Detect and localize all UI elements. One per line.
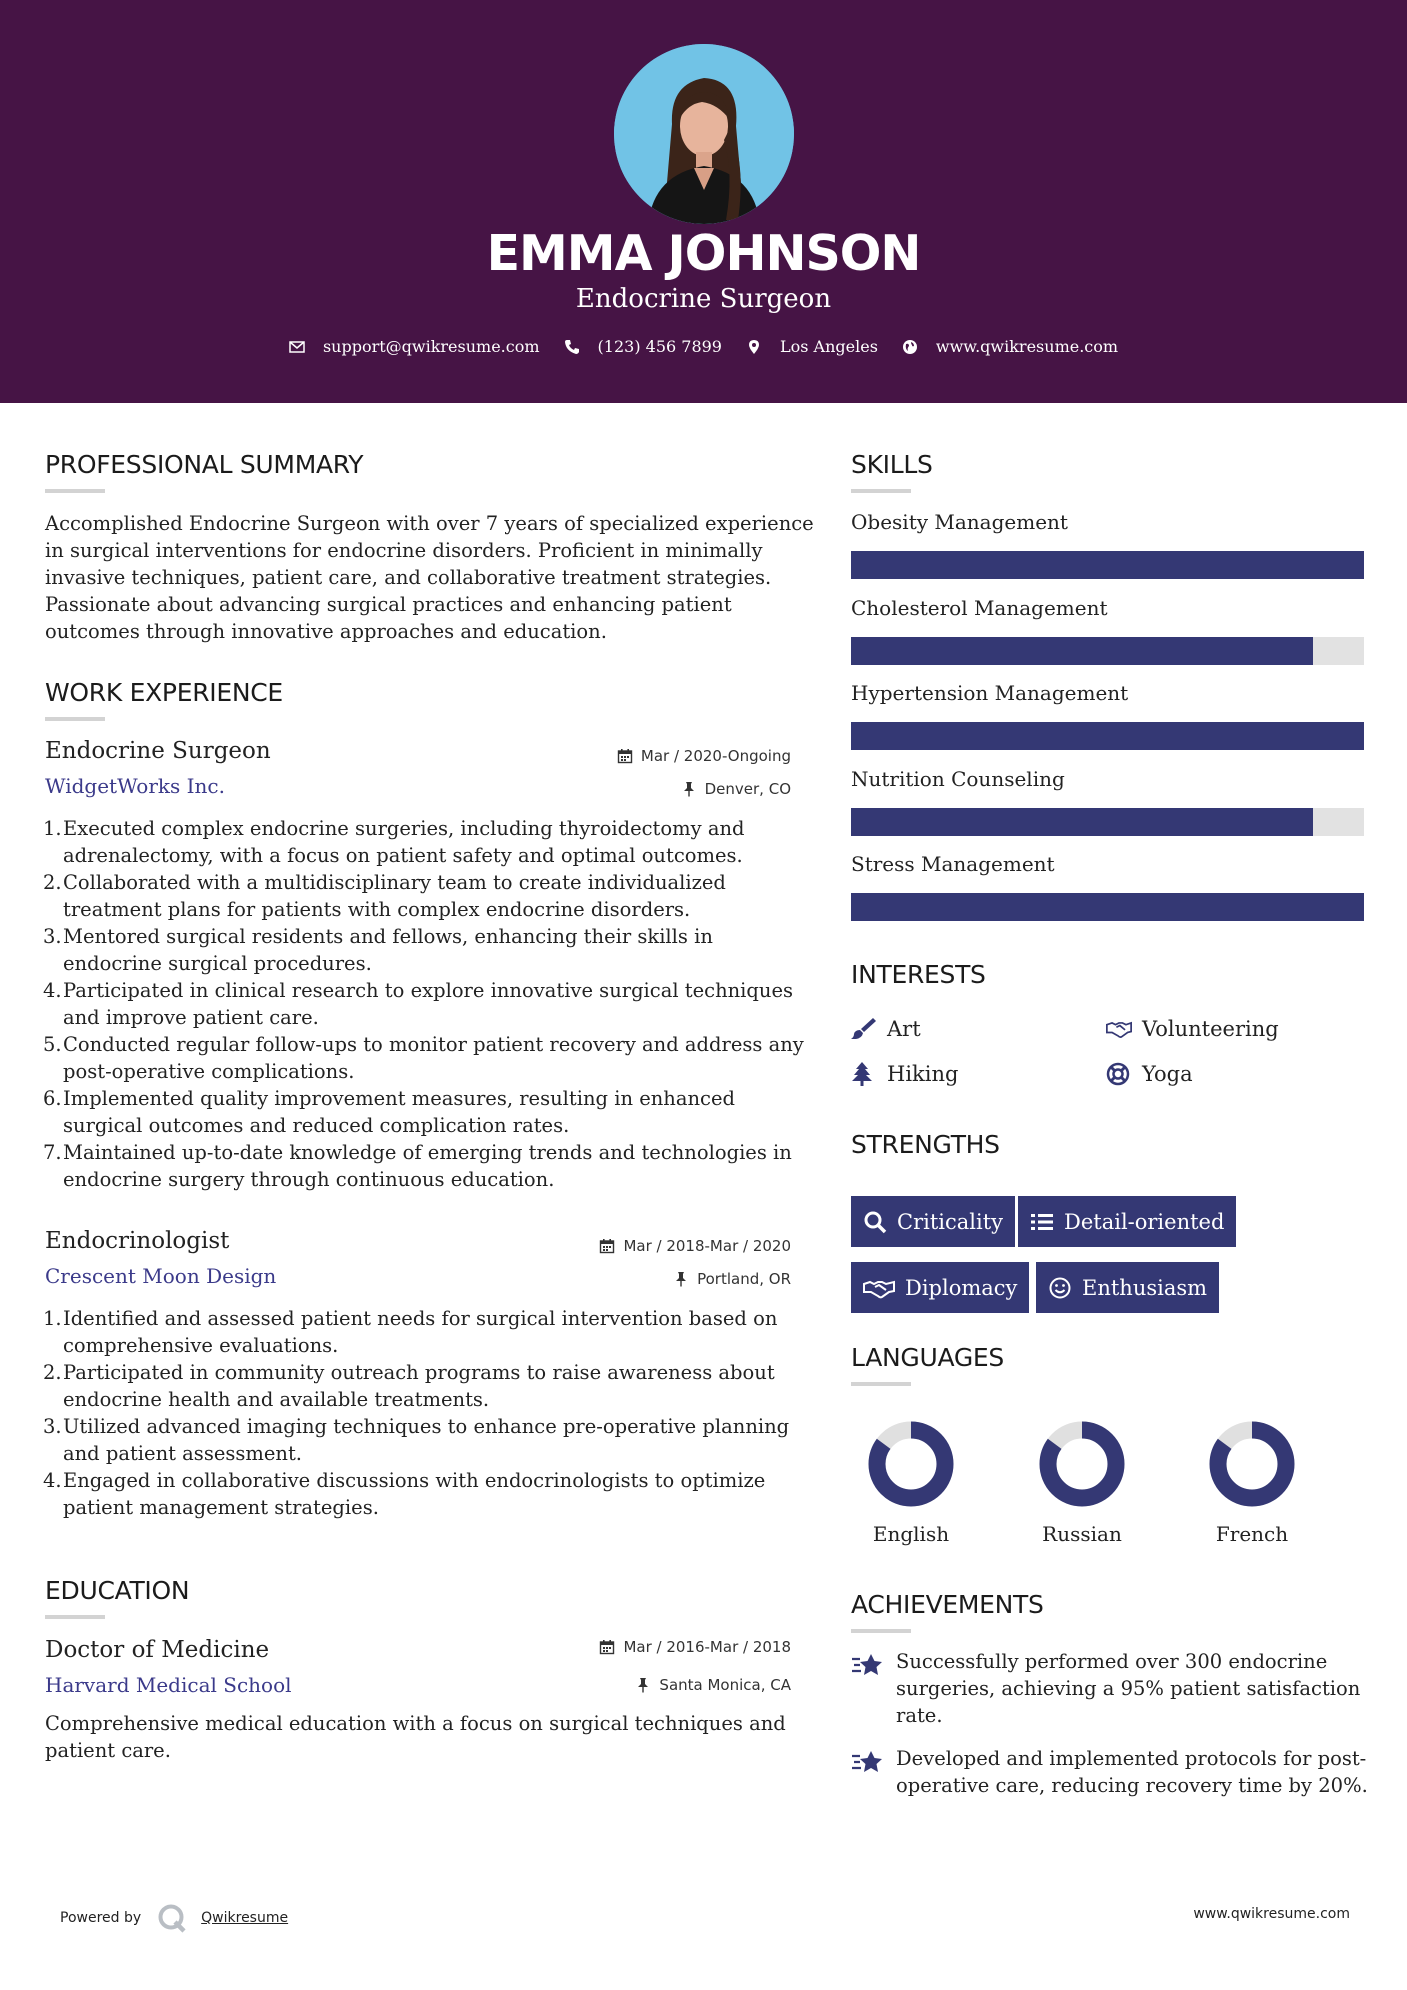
- list-item: 6. Implemented quality improvement measures, resulting in enhanced surgical outcomes and reduced complication rates.: [43, 1087, 735, 1137]
- education-heading: EDUCATION: [45, 1576, 190, 1605]
- skill-label: Stress Management: [851, 852, 1055, 876]
- job-dates-text: Mar / 2018-Mar / 2020: [623, 1237, 791, 1255]
- footer-website[interactable]: www.qwikresume.com: [1193, 1906, 1350, 1922]
- job-bullets: [45, 1305, 805, 1521]
- skill-bar: [851, 722, 1364, 750]
- map-pin-icon: [746, 339, 762, 355]
- skill-bar-fill: [851, 893, 1364, 921]
- strength-label: Detail-oriented: [1064, 1209, 1225, 1234]
- contact-location-text: Los Angeles: [779, 337, 878, 356]
- strength-tag-enthusiasm: [1036, 1262, 1219, 1313]
- shooting-star-icon: [851, 1650, 885, 1680]
- list-item: 2. Participated in community outreach programs to raise awareness about endocrine health and available treatments.: [43, 1361, 775, 1411]
- summary-line: invasive techniques, patient care, and collaborative treatment strategies.: [45, 566, 772, 589]
- list-item: 1. Identified and assessed patient needs for surgical intervention based on comprehensive evaluations.: [43, 1307, 778, 1357]
- pushpin-icon: [673, 1271, 689, 1287]
- education-location-text: Santa Monica, CA: [659, 1676, 791, 1694]
- envelope-icon: [289, 339, 305, 355]
- job-dates-text: Mar / 2020-Ongoing: [640, 747, 791, 765]
- qwikresume-logo-icon: [157, 1903, 187, 1933]
- globe-icon: [902, 339, 918, 355]
- education-dates: [500, 1638, 791, 1656]
- achievement-line: surgeries, achieving a 95% patient satisfaction: [896, 1677, 1361, 1700]
- list-item: 3. Mentored surgical residents and fellows, enhancing their skills in endocrine surgical procedures.: [43, 925, 713, 975]
- skill-bar: [851, 551, 1364, 579]
- skills-heading: SKILLS: [851, 450, 933, 479]
- summary-line: in surgical interventions for endocrine disorders. Proficient in minimally: [45, 539, 763, 562]
- contact-email[interactable]: [289, 337, 540, 356]
- education-description: [45, 1710, 786, 1764]
- list-item: 3. Utilized advanced imaging techniques to enhance pre-operative planning and patient assessment.: [43, 1415, 790, 1465]
- paintbrush-icon: [851, 1017, 877, 1041]
- job-company: Crescent Moon Design: [45, 1264, 277, 1288]
- language-donut: [868, 1421, 954, 1507]
- languages-heading: LANGUAGES: [851, 1343, 1004, 1372]
- job-location: [500, 1270, 791, 1288]
- achievement-line: Developed and implemented protocols for post-: [896, 1747, 1367, 1770]
- profile-photo: [614, 44, 794, 224]
- handshake-icon: [863, 1276, 895, 1300]
- skill-bar-fill: [851, 637, 1313, 665]
- profile-photo-image: [614, 44, 794, 224]
- languages-heading-underline: [851, 1382, 911, 1386]
- experience-heading: WORK EXPERIENCE: [45, 678, 283, 707]
- contact-bar: [0, 337, 1407, 356]
- contact-email-text: support@qwikresume.com: [322, 337, 540, 356]
- job-location-text: Portland, OR: [697, 1270, 791, 1288]
- interest-item-hiking: [851, 1062, 958, 1086]
- contact-website[interactable]: [902, 337, 1118, 356]
- lifebuoy-icon: [1106, 1062, 1132, 1086]
- skills-heading-underline: [851, 489, 911, 493]
- education-heading-underline: [45, 1615, 105, 1619]
- strength-label: Enthusiasm: [1082, 1275, 1208, 1300]
- education-line: patient care.: [45, 1739, 171, 1762]
- contact-location: [746, 337, 878, 356]
- interest-item-volunteering: [1106, 1017, 1279, 1041]
- achievement-line: Successfully performed over 300 endocrine: [896, 1650, 1328, 1673]
- job-location-text: Denver, CO: [704, 780, 791, 798]
- skill-bar: [851, 637, 1364, 665]
- pushpin-icon: [635, 1677, 651, 1693]
- strength-tag-diplomacy: [851, 1262, 1029, 1313]
- list-item: 4. Engaged in collaborative discussions with endocrinologists to optimize patient management strategies.: [43, 1469, 766, 1519]
- interest-item-yoga: [1106, 1062, 1193, 1086]
- language-label: English: [872, 1522, 950, 1546]
- calendar-icon: [617, 748, 633, 764]
- skill-bar-fill: [851, 722, 1364, 750]
- interests-heading: INTERESTS: [851, 960, 986, 989]
- calendar-icon: [599, 1639, 615, 1655]
- strength-label: Diplomacy: [905, 1275, 1018, 1300]
- education-degree: Doctor of Medicine: [45, 1637, 270, 1663]
- search-icon: [863, 1210, 887, 1234]
- list-item: 4. Participated in clinical research to explore innovative surgical techniques and improve patient care.: [43, 979, 794, 1029]
- job-bullets: [45, 815, 805, 1193]
- language-donut: [1039, 1421, 1125, 1507]
- skill-bar: [851, 808, 1364, 836]
- smile-icon: [1048, 1276, 1072, 1300]
- summary-heading: PROFESSIONAL SUMMARY: [45, 450, 364, 479]
- job-company: WidgetWorks Inc.: [45, 774, 225, 798]
- achievement-item: [851, 1745, 1371, 1799]
- skill-bar-fill: [851, 551, 1364, 579]
- strengths-heading: STRENGTHS: [851, 1130, 1000, 1159]
- job-location: [500, 780, 791, 798]
- skill-bar-fill: [851, 808, 1313, 836]
- contact-phone-text: (123) 456 7899: [597, 337, 722, 356]
- powered-by-text: Powered by: [60, 1910, 142, 1926]
- tree-icon: [851, 1062, 877, 1086]
- interest-item-art: [851, 1017, 921, 1041]
- list-item: 5. Conducted regular follow-ups to monitor patient recovery and address any post-operative complications.: [43, 1033, 804, 1083]
- education-line: Comprehensive medical education with a focus on surgical techniques and: [45, 1712, 786, 1735]
- interest-label: Hiking: [887, 1062, 959, 1086]
- summary-heading-underline: [45, 489, 105, 493]
- strength-tag-criticality: [851, 1196, 1015, 1247]
- interest-label: Yoga: [1142, 1062, 1193, 1086]
- qwikresume-link[interactable]: Qwikresume: [201, 1910, 289, 1926]
- resume-header: [0, 0, 1407, 403]
- candidate-title: Endocrine Surgeon: [575, 284, 832, 314]
- job-dates: [500, 1237, 791, 1255]
- summary-line: Accomplished Endocrine Surgeon with over 7 years of specialized experience: [45, 512, 814, 535]
- list-item: 2. Collaborated with a multidisciplinary team to create individualized treatment plans for patients with complex endocrine disorders.: [43, 871, 726, 921]
- footer-powered-by: [60, 1903, 288, 1933]
- shooting-star-icon: [851, 1747, 885, 1777]
- education-school: Harvard Medical School: [45, 1673, 292, 1697]
- contact-phone[interactable]: [564, 337, 722, 356]
- job-dates: [500, 747, 791, 765]
- handshake-icon: [1106, 1017, 1132, 1041]
- experience-heading-underline: [45, 717, 105, 721]
- achievements-heading-underline: [851, 1629, 911, 1633]
- achievements-heading: ACHIEVEMENTS: [851, 1590, 1044, 1619]
- interest-label: Art: [887, 1017, 921, 1041]
- achievement-item: [851, 1648, 1371, 1729]
- skill-label: Obesity Management: [851, 510, 1068, 534]
- achievement-line: operative care, reducing recovery time by 20%.: [896, 1774, 1368, 1797]
- achievement-line: rate.: [896, 1704, 943, 1727]
- education-location: [500, 1676, 791, 1694]
- list-icon: [1030, 1210, 1054, 1234]
- pushpin-icon: [681, 781, 697, 797]
- skill-label: Hypertension Management: [851, 681, 1129, 705]
- phone-icon: [564, 339, 580, 355]
- calendar-icon: [599, 1238, 615, 1254]
- job-title: Endocrinologist: [45, 1228, 230, 1254]
- job-title: Endocrine Surgeon: [45, 738, 271, 764]
- skill-label: Cholesterol Management: [851, 595, 1108, 620]
- skill-label: Nutrition Counseling: [851, 766, 1065, 791]
- strength-tag-detail-oriented: [1018, 1196, 1236, 1247]
- language-label: Russian: [1042, 1522, 1122, 1546]
- strength-label: Criticality: [897, 1209, 1003, 1234]
- education-dates-text: Mar / 2016-Mar / 2018: [623, 1638, 791, 1656]
- summary-line: Passionate about advancing surgical practices and enhancing patient: [45, 593, 732, 616]
- interest-label: Volunteering: [1142, 1017, 1279, 1041]
- candidate-name: EMMA JOHNSON: [486, 225, 921, 282]
- contact-website-text: www.qwikresume.com: [935, 337, 1119, 356]
- list-item: 7. Maintained up-to-date knowledge of emerging trends and technologies in endocrine surgery through continuous education.: [43, 1141, 792, 1191]
- language-donut: [1209, 1421, 1295, 1507]
- skill-bar: [851, 893, 1364, 921]
- summary-text: [45, 510, 814, 645]
- list-item: 1. Executed complex endocrine surgeries, including thyroidectomy and adrenalectomy, with a focus on patient safety and optimal outcomes.: [43, 817, 745, 867]
- summary-line: outcomes through innovative approaches and education.: [45, 620, 607, 643]
- language-label: French: [1215, 1522, 1289, 1546]
